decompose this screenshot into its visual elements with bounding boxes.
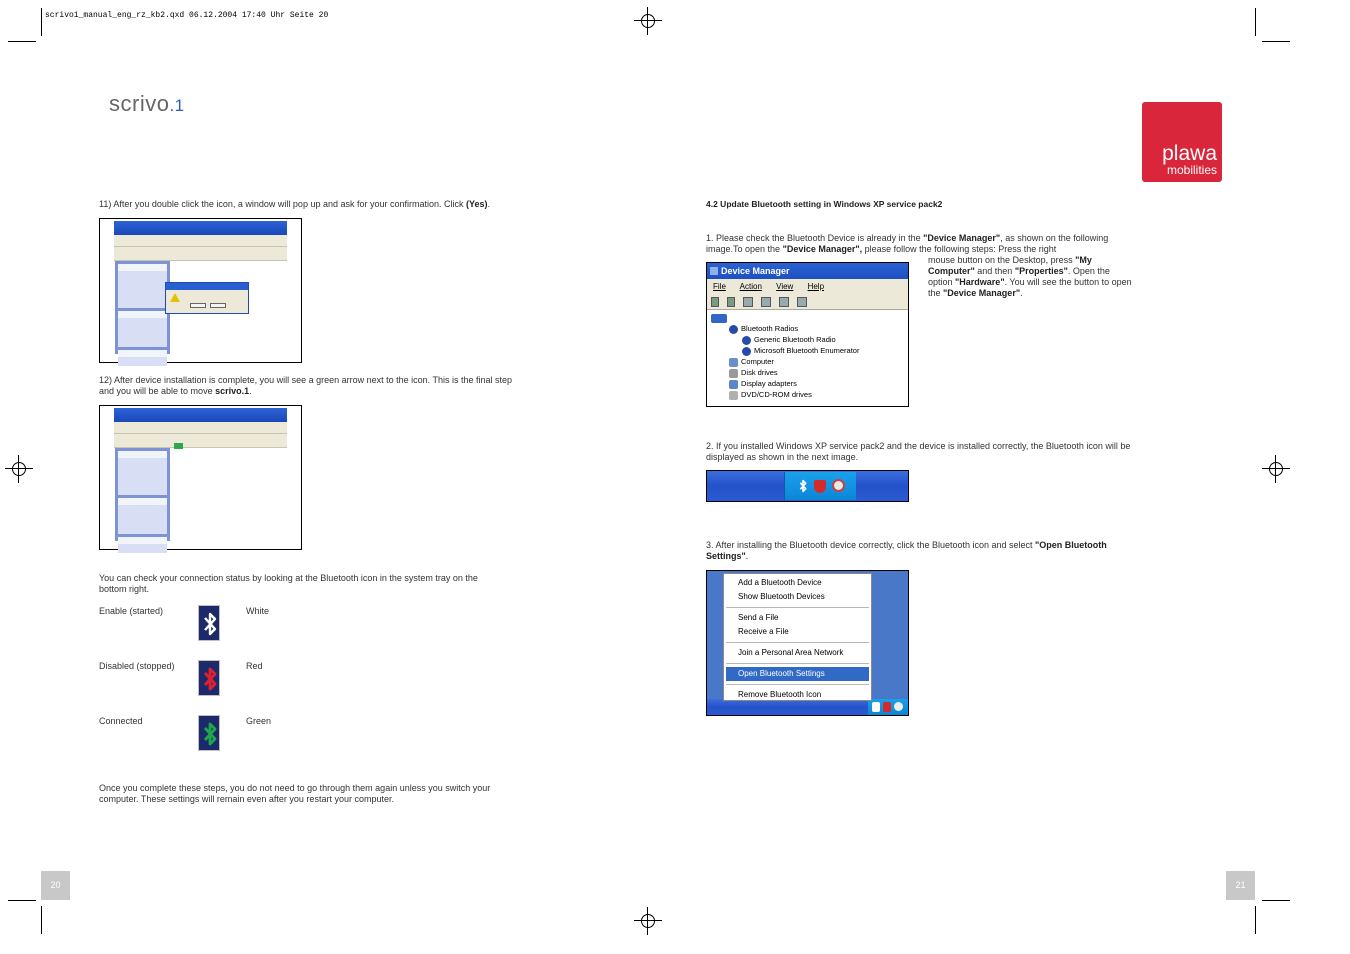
device-manager-titlebar: Device Manager (707, 263, 908, 279)
menu-separator (726, 684, 869, 685)
window-titlebar (114, 408, 287, 422)
disk-icon (729, 369, 738, 378)
tree-item[interactable] (711, 334, 908, 345)
bluetooth-glyph (205, 669, 215, 689)
crop-mark (8, 900, 36, 901)
bluetooth-tray-icon[interactable] (798, 479, 808, 493)
bluetooth-icon (202, 611, 218, 637)
menu-item-receive-file[interactable]: Receive a File (738, 627, 789, 636)
bluetooth-icon (202, 666, 218, 692)
menu-file[interactable]: File (713, 282, 726, 291)
bluetooth-glyph (205, 614, 215, 634)
menu-item-show-devices[interactable]: Show Bluetooth Devices (738, 592, 825, 601)
security-center-icon[interactable] (814, 480, 826, 493)
crop-mark (41, 8, 42, 36)
bluetooth-glyph (800, 481, 805, 492)
device-manager-toolbar (707, 295, 908, 310)
tree-item-label: Computer (741, 357, 774, 366)
security-center-icon[interactable] (883, 702, 891, 712)
tree-item[interactable] (711, 389, 908, 400)
tree-item-label: Disk drives (741, 368, 778, 377)
crop-mark (1255, 8, 1256, 36)
bluetooth-context-menu-screenshot (706, 570, 909, 716)
status-label-disabled: Disabled (stopped) (99, 661, 175, 671)
file-header-line: scrivo1_manual_eng_rz_kb2.qxd 06.12.2004 17:40 Uhr Seite 20 (45, 11, 329, 20)
menu-item-remove-icon[interactable]: Remove Bluetooth Icon (738, 690, 822, 699)
print-icon[interactable] (761, 297, 771, 307)
menu-view[interactable]: View (776, 282, 794, 291)
page-number-left: 20 (41, 871, 70, 900)
bluetooth-tray-icon[interactable] (872, 702, 880, 712)
plawa-brand-logo: plawa mobilities (1142, 102, 1222, 182)
menu-help[interactable]: Help (807, 282, 825, 291)
tree-item[interactable] (711, 356, 908, 367)
warning-icon (170, 293, 180, 302)
tree-item[interactable] (711, 378, 908, 389)
task-pane (115, 448, 170, 541)
bluetooth-icon (742, 336, 751, 345)
menu-item-send-file[interactable]: Send a File (738, 613, 779, 622)
tree-item-label: DVD/CD-ROM drives (741, 390, 812, 399)
status-color-red: Red (246, 661, 263, 671)
bluetooth-icon (202, 721, 218, 747)
menu-separator (726, 607, 869, 608)
system-tray (868, 699, 908, 715)
network-icon[interactable] (832, 479, 845, 492)
bluetooth-red-icon (198, 660, 220, 696)
bluetooth-icon (729, 325, 738, 334)
yes-button (190, 303, 206, 308)
outro-text: Once you complete these steps, you do not need to go through them again unless you switch your computer. These settings will remain even after you restart your computer. (99, 783, 491, 804)
page-number-right: 21 (1226, 871, 1255, 900)
computer-icon (711, 314, 727, 323)
forward-icon[interactable] (727, 297, 735, 307)
step-11-text: 11) After you double click the icon, a window will pop up and ask for your confirmation. Click (Yes). (99, 199, 491, 209)
window-titlebar (114, 221, 287, 235)
device-tree (707, 310, 908, 400)
scrivo-logo: scrivo.1 (109, 91, 185, 116)
dvd-icon (729, 391, 738, 400)
tree-root[interactable] (711, 312, 908, 323)
bluetooth-white-icon (198, 605, 220, 641)
step-3-text: 3. After installing the Bluetooth device correctly, click the Bluetooth icon and select "Open Bluetooth Settings". (706, 540, 1107, 561)
status-label-enabled: Enable (started) (99, 606, 164, 616)
menu-action[interactable]: Action (739, 282, 762, 291)
device-manager-icon (710, 267, 718, 275)
tree-item-label: Display adapters (741, 379, 797, 388)
status-color-white: White (246, 606, 270, 616)
task-pane (115, 261, 170, 354)
bluetooth-green-icon (198, 715, 220, 751)
tree-item[interactable] (711, 367, 908, 378)
registration-mark (5, 455, 33, 483)
step-1-text: 1. Please check the Bluetooth Device is already in the "Device Manager", as shown on the following image.To open the "Device Manager", please follow the following steps: Press the right (706, 233, 1109, 254)
tree-item-label: Generic Bluetooth Radio (754, 335, 836, 344)
bluetooth-icon (742, 347, 751, 356)
registration-mark (634, 7, 662, 35)
crop-mark (1255, 906, 1256, 934)
computer-icon (729, 358, 738, 367)
display-icon (729, 380, 738, 389)
tree-item[interactable] (711, 345, 908, 356)
network-icon[interactable] (894, 702, 903, 711)
step-1-text-continued: mouse button on the Desktop, press "My Computer" and then "Properties". Open the option "Hardware". You will see the button to open the "Device Manager". (928, 255, 1132, 298)
tree-item-label: Bluetooth Radios (741, 324, 799, 333)
context-menu (723, 573, 872, 701)
tree-item[interactable] (711, 323, 908, 334)
help-icon[interactable] (779, 297, 789, 307)
confirmation-dialog (165, 282, 249, 314)
crop-mark (1262, 41, 1290, 42)
registration-mark (1262, 455, 1290, 483)
scan-icon[interactable] (797, 297, 807, 307)
crop-mark (8, 41, 36, 42)
back-icon[interactable] (711, 297, 719, 307)
status-label-connected: Connected (99, 716, 143, 726)
status-color-green: Green (246, 716, 272, 726)
menu-separator (726, 642, 869, 643)
system-tray-screenshot (706, 470, 909, 502)
bluetooth-glyph (205, 724, 215, 744)
tree-item-label: Microsoft Bluetooth Enumerator (754, 346, 860, 355)
properties-icon[interactable] (743, 297, 753, 307)
confirmation-screenshot (99, 218, 302, 363)
section-heading: 4.2 Update Bluetooth setting in Windows XP service pack2 (706, 199, 943, 209)
status-intro-text: You can check your connection status by looking at the Bluetooth icon in the system tray on the bottom right. (99, 573, 478, 594)
step-12-text: 12) After device installation is complete, you will see a green arrow next to the icon. This is the final step and you will be able to move scrivo.1. (99, 375, 513, 396)
system-tray (784, 472, 856, 500)
menu-item-add-device[interactable]: Add a Bluetooth Device (738, 578, 822, 587)
menu-item-join-pan[interactable]: Join a Personal Area Network (738, 648, 844, 657)
green-arrow-icon (174, 443, 183, 449)
menu-item-open-settings[interactable]: Open Bluetooth Settings (726, 667, 869, 681)
crop-mark (1262, 900, 1290, 901)
menu-separator (726, 663, 869, 664)
installation-complete-screenshot (99, 405, 302, 550)
no-button (210, 303, 226, 308)
crop-mark (41, 906, 42, 934)
registration-mark (634, 907, 662, 935)
step-2-text: 2. If you installed Windows XP service pack2 and the device is installed correctly, the Bluetooth icon will be displayed as shown in the next image. (706, 441, 1131, 462)
device-manager-menubar (707, 279, 908, 295)
device-manager-screenshot (706, 262, 909, 407)
